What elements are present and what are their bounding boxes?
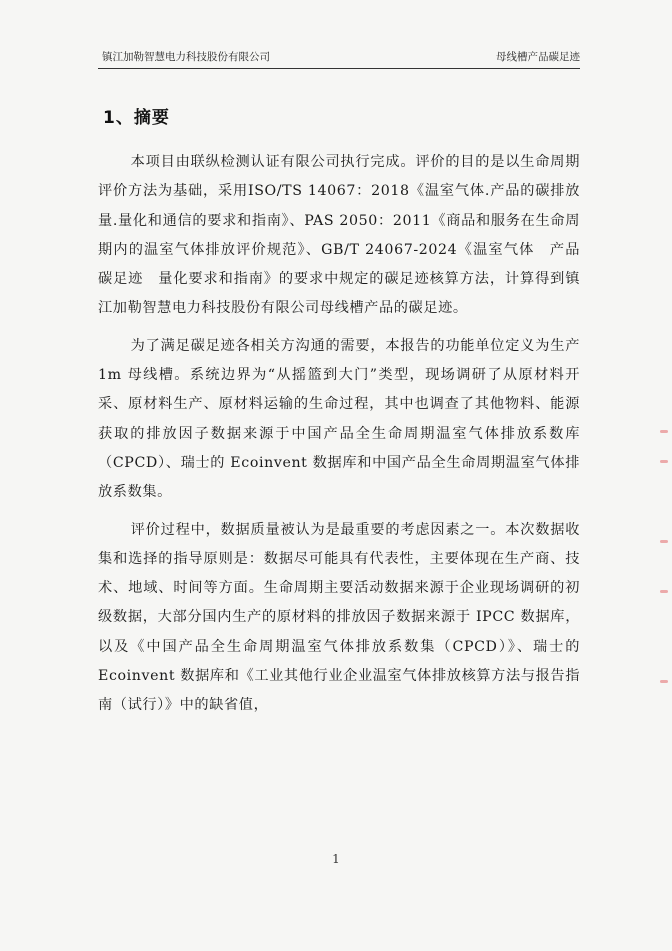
page-number: 1 [332,852,340,866]
paragraph-1: 本项目由联纵检测认证有限公司执行完成。评价的目的是以生命周期评价方法为基础，采用ISO/TS 14067：2018《温室气体.产品的碳排放量.量化和通信的要求和指南》、PAS 2050：2011《商品和服务在生命周期内的温室气体排放评价规范》、GB/T 24067-2024《温室气体 产品碳足迹 量化要求和指南》的要求中规定的碳足迹核算方法，计算得到镇江加勒智慧电力科技股份有限公司母线槽产品的碳足迹。 [98,154,580,317]
section-heading: 1、摘要 [103,108,170,128]
header-company: 镇江加勒智慧电力科技股份有限公司 [102,51,270,63]
body-text [98,148,580,729]
header-doc-title: 母线槽产品碳足迹 [496,51,580,63]
paragraph-3: 评价过程中，数据质量被认为是最重要的考虑因素之一。本次数据收集和选择的指导原则是：数据尽可能具有代表性，主要体现在生产商、技术、地域、时间等方面。生命周期主要活动数据来源于企业现场调研的初级数据，大部分国内生产的原材料的排放因子数据来源于 IPCC 数据库，以及《中国产品全生命周期温室气体排放系数集（CPCD）》、瑞士的 Ecoinvent 数据库和《工业其他行业企业温室气体排放核算方法与报告指南（试行）》中的缺省值， [98,521,580,714]
page-header [98,46,580,69]
seal-edge-marks [652,380,672,780]
paragraph-2: 为了满足碳足迹各相关方沟通的需要，本报告的功能单位定义为生产 1m 母线槽。系统边界为“从摇篮到大门”类型，现场调研了从原材料开采、原材料生产、原材料运输的生命过程，其中也调查了其他物料、能源获取的排放因子数据来源于中国产品全生命周期温室气体排放系数库（CPCD）、瑞士的 Ecoinvent 数据库和中国产品全生命周期温室气体排放系数集。 [98,337,580,501]
